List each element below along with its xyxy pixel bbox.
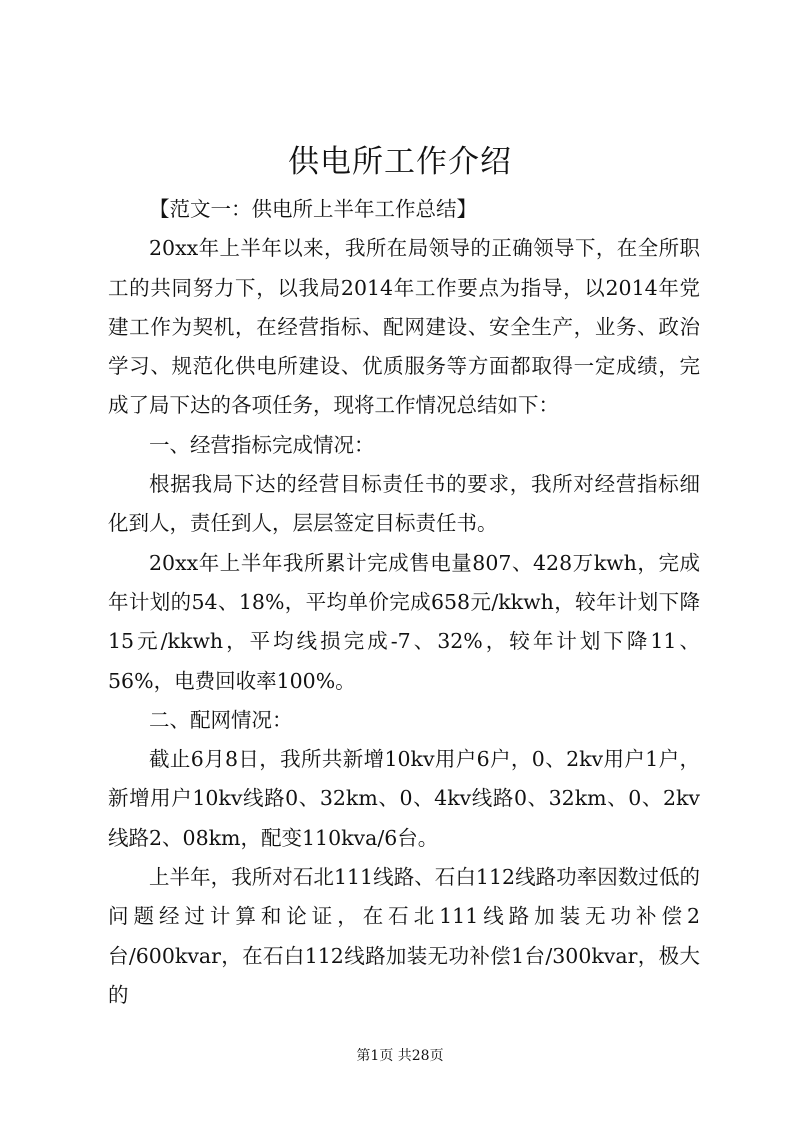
paragraph-network: 截止6月8日，我所共新增10kv用户6户，0、2kv用户1户，新增用户10kv线路0、32km、0、4kv线路0、32km、0、2kv线路2、08km，配变110kva/6台。 bbox=[108, 747, 700, 850]
paragraph-results: 20xx年上半年我所累计完成售电量807、428万kwh，完成年计划的54、18%，平均单价完成658元/kkwh，较年计划下降15元/kkwh，平均线损完成-7、32%，较年计划下降11、56%，电费回收率100%。 bbox=[108, 550, 700, 693]
document-title: 供电所工作介绍 bbox=[288, 144, 512, 180]
section-heading-2: 二、配网情况： bbox=[149, 707, 293, 732]
paragraph-targets: 根据我局下达的经营目标责任书的要求，我所对经营指标细化到人，责任到人，层层签定目标责任书。 bbox=[108, 472, 700, 536]
section-heading-1: 一、经营指标完成情况： bbox=[149, 432, 375, 457]
paragraph-compensation: 上半年，我所对石北111线路、石白112线路功率因数过低的问题经过计算和论证，在石北111线路加装无功补偿2台/600kvar，在石白112线路加装无功补偿1台/300kvar，极大的 bbox=[108, 865, 700, 1007]
document-body bbox=[108, 190, 700, 1015]
page-footer: 第1页 共28页 bbox=[356, 1048, 444, 1064]
paragraph-intro: 20xx年上半年以来，我所在局领导的正确领导下，在全所职工的共同努力下，以我局2014年工作要点为指导，以2014年党建工作为契机，在经营指标、配网建设、安全生产，业务、政治学习、规范化供电所建设、优质服务等方面都取得一定成绩，完成了局下达的各项任务，现将工作情况总结如下： bbox=[108, 236, 700, 418]
paragraph-heading: 【范文一：供电所上半年工作总结】 bbox=[149, 197, 477, 221]
